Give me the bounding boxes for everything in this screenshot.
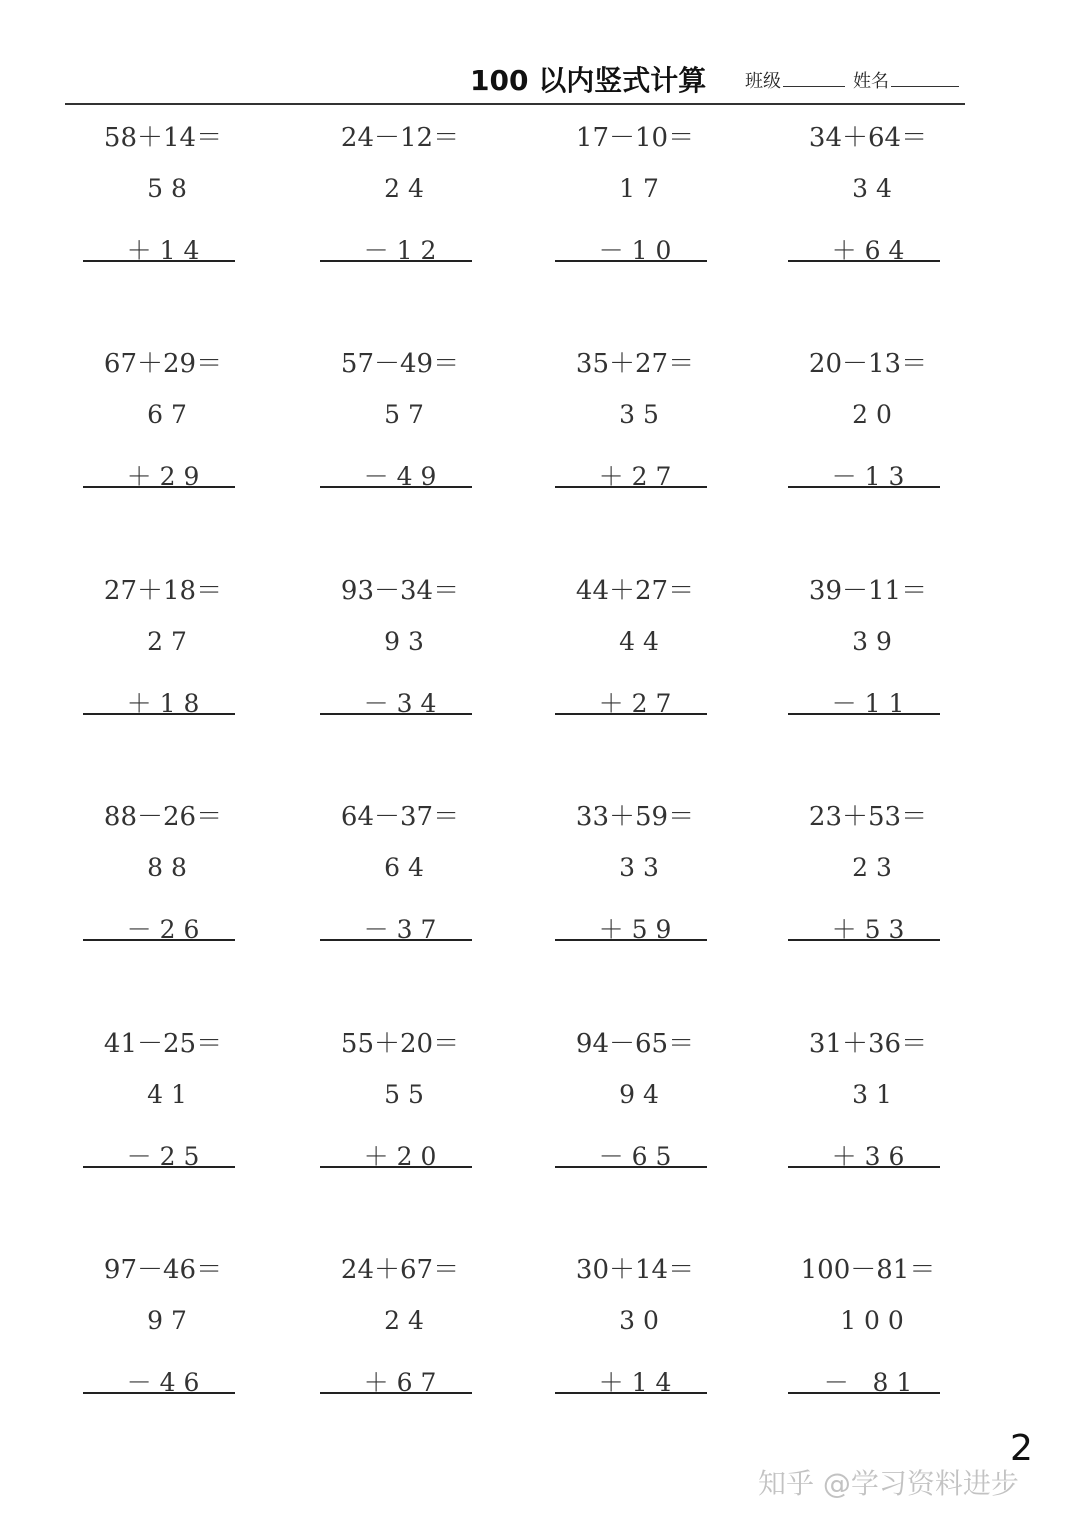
vertical-top-number: 8 8 xyxy=(147,853,187,882)
vertical-top-number: 3 5 xyxy=(619,400,659,429)
equation-text: 17－10＝ xyxy=(575,123,695,153)
vertical-bottom-number: － 2 5 xyxy=(126,1142,200,1171)
vertical-top-number: 9 4 xyxy=(619,1080,659,1109)
vertical-top-number: 5 5 xyxy=(384,1080,424,1109)
vertical-bottom-number: ＋ 2 7 xyxy=(598,462,672,491)
problem-cell xyxy=(320,570,480,720)
vertical-bottom-number: ＋ 2 0 xyxy=(363,1142,437,1171)
vertical-top-number: 5 7 xyxy=(384,400,424,429)
vertical-top-number: 9 7 xyxy=(147,1306,187,1335)
vertical-top-number: 2 3 xyxy=(852,853,892,882)
answer-line xyxy=(788,486,940,488)
vertical-top-number: 3 3 xyxy=(619,853,659,882)
problem-cell xyxy=(788,570,948,720)
page-number: 2 xyxy=(1010,1428,1033,1469)
vertical-bottom-number: － 1 0 xyxy=(598,236,672,265)
problem-cell xyxy=(788,1023,948,1173)
vertical-bottom-number: ＋ 6 7 xyxy=(363,1368,437,1397)
answer-line xyxy=(320,260,472,262)
vertical-top-number: 6 4 xyxy=(384,853,424,882)
problem-cell xyxy=(788,1249,948,1399)
answer-line xyxy=(555,486,707,488)
answer-line xyxy=(555,260,707,262)
vertical-top-number: 2 7 xyxy=(147,627,187,656)
problem-cell xyxy=(83,1249,243,1399)
vertical-top-number: 3 9 xyxy=(852,627,892,656)
answer-line xyxy=(788,1392,940,1394)
answer-line xyxy=(83,713,235,715)
equation-text: 39－11＝ xyxy=(808,576,928,606)
problem-cell xyxy=(83,570,243,720)
equation-text: 35＋27＝ xyxy=(575,349,695,379)
equation-text: 64－37＝ xyxy=(340,802,460,832)
equation-text: 93－34＝ xyxy=(340,576,460,606)
problem-cell xyxy=(83,1023,243,1173)
equation-text: 33＋59＝ xyxy=(575,802,695,832)
problem-cell xyxy=(320,343,480,493)
vertical-top-number: 3 1 xyxy=(852,1080,892,1109)
problem-cell xyxy=(83,117,243,267)
equation-text: 100－81＝ xyxy=(800,1255,936,1285)
watermark: 知乎 @学习资料进步 xyxy=(758,1467,1019,1500)
vertical-bottom-number: － 6 5 xyxy=(598,1142,672,1171)
equation-text: 88－26＝ xyxy=(103,802,223,832)
answer-line xyxy=(788,939,940,941)
equation-text: 97－46＝ xyxy=(103,1255,223,1285)
vertical-bottom-number: ＋ 1 4 xyxy=(126,236,200,265)
answer-line xyxy=(788,713,940,715)
problem-cell xyxy=(788,117,948,267)
answer-line xyxy=(83,1392,235,1394)
vertical-top-number: 9 3 xyxy=(384,627,424,656)
answer-line xyxy=(320,713,472,715)
vertical-top-number: 4 1 xyxy=(147,1080,187,1109)
vertical-top-number: 5 8 xyxy=(147,174,187,203)
vertical-top-number: 1 7 xyxy=(619,174,659,203)
vertical-top-number: 4 4 xyxy=(619,627,659,656)
answer-line xyxy=(83,939,235,941)
equation-text: 67＋29＝ xyxy=(103,349,223,379)
vertical-bottom-number: ＋ 5 3 xyxy=(831,915,905,944)
equation-text: 94－65＝ xyxy=(575,1029,695,1059)
answer-line xyxy=(83,486,235,488)
vertical-bottom-number: ＋ 1 4 xyxy=(598,1368,672,1397)
vertical-bottom-number: ＋ 6 4 xyxy=(831,236,905,265)
vertical-bottom-number: － 1 1 xyxy=(831,689,905,718)
answer-line xyxy=(788,1166,940,1168)
vertical-bottom-number: － 2 6 xyxy=(126,915,200,944)
answer-line xyxy=(320,1166,472,1168)
vertical-bottom-number: － 1 2 xyxy=(363,236,437,265)
problem-cell xyxy=(320,1023,480,1173)
answer-line xyxy=(83,260,235,262)
answer-line xyxy=(788,260,940,262)
equation-text: 34＋64＝ xyxy=(808,123,928,153)
problem-cell xyxy=(83,796,243,946)
equation-text: 55＋20＝ xyxy=(340,1029,460,1059)
equation-text: 23＋53＝ xyxy=(808,802,928,832)
problem-cell xyxy=(555,117,715,267)
vertical-bottom-number: － 1 3 xyxy=(831,462,905,491)
problem-cell xyxy=(788,796,948,946)
answer-line xyxy=(555,713,707,715)
equation-text: 24＋67＝ xyxy=(340,1255,460,1285)
vertical-bottom-number: － 3 4 xyxy=(363,689,437,718)
class-label: 班级 xyxy=(745,71,781,92)
equation-text: 58＋14＝ xyxy=(103,123,223,153)
equation-text: 31＋36＝ xyxy=(808,1029,928,1059)
equation-text: 20－13＝ xyxy=(808,349,928,379)
vertical-bottom-number: ＋ 1 8 xyxy=(126,689,200,718)
vertical-top-number: 3 0 xyxy=(619,1306,659,1335)
equation-text: 44＋27＝ xyxy=(575,576,695,606)
problem-cell xyxy=(555,1023,715,1173)
vertical-top-number: 1 0 0 xyxy=(840,1306,904,1335)
vertical-top-number: 2 4 xyxy=(384,1306,424,1335)
equation-text: 24－12＝ xyxy=(340,123,460,153)
name-label: 姓名 xyxy=(853,71,889,92)
vertical-bottom-number: － 4 6 xyxy=(126,1368,200,1397)
vertical-bottom-number: ＋ 2 9 xyxy=(126,462,200,491)
equation-text: 41－25＝ xyxy=(103,1029,223,1059)
vertical-top-number: 2 0 xyxy=(852,400,892,429)
equation-text: 30＋14＝ xyxy=(575,1255,695,1285)
problem-cell xyxy=(320,796,480,946)
vertical-bottom-number: ＋ 2 7 xyxy=(598,689,672,718)
vertical-bottom-number: － 3 7 xyxy=(363,915,437,944)
equation-text: 27＋18＝ xyxy=(103,576,223,606)
vertical-bottom-number: ＋ 5 9 xyxy=(598,915,672,944)
vertical-top-number: 6 7 xyxy=(147,400,187,429)
problem-cell xyxy=(555,1249,715,1399)
answer-line xyxy=(320,939,472,941)
answer-line xyxy=(320,1392,472,1394)
problem-cell xyxy=(555,570,715,720)
answer-line xyxy=(555,939,707,941)
problem-cell xyxy=(320,1249,480,1399)
problem-cell xyxy=(788,343,948,493)
problem-cell xyxy=(83,343,243,493)
answer-line xyxy=(320,486,472,488)
vertical-bottom-number: － 8 1 xyxy=(823,1368,913,1397)
problem-cell xyxy=(320,117,480,267)
problem-cell xyxy=(555,796,715,946)
equation-text: 57－49＝ xyxy=(340,349,460,379)
vertical-bottom-number: － 4 9 xyxy=(363,462,437,491)
answer-line xyxy=(83,1166,235,1168)
worksheet-title: 100 以内竖式计算 xyxy=(470,64,707,97)
vertical-top-number: 3 4 xyxy=(852,174,892,203)
vertical-bottom-number: ＋ 3 6 xyxy=(831,1142,905,1171)
answer-line xyxy=(555,1166,707,1168)
answer-line xyxy=(555,1392,707,1394)
vertical-top-number: 2 4 xyxy=(384,174,424,203)
problem-cell xyxy=(555,343,715,493)
